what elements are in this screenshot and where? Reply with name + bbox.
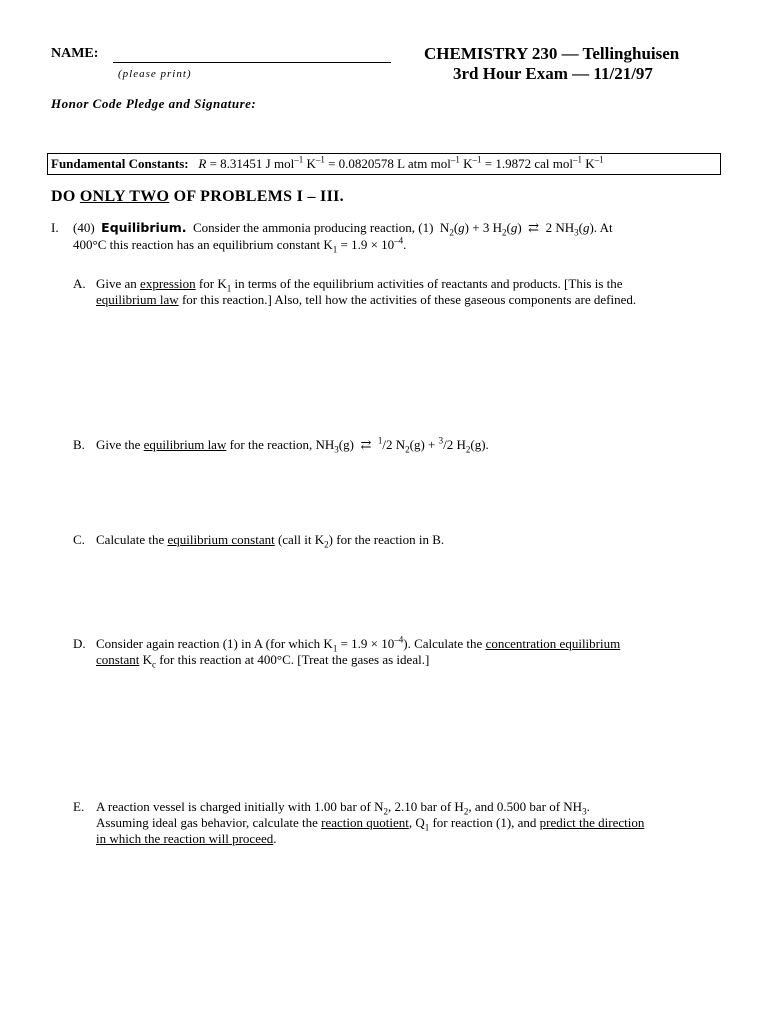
- exponent: –1: [472, 154, 482, 165]
- exponent: –4: [394, 235, 404, 246]
- part-e-line-3: [96, 831, 277, 847]
- reaction-species: 2 NH: [545, 220, 575, 235]
- equilibrium-arrow: ⇄: [528, 220, 540, 235]
- part-text: , and 0.500 bar of NH: [468, 799, 583, 814]
- equilibrium-arrow: ⇄: [360, 437, 372, 452]
- name-label: NAME:: [51, 46, 99, 61]
- heading-text: OF PROBLEMS I – III.: [169, 188, 344, 205]
- reaction-species: N: [439, 220, 450, 235]
- part-c-line: Calculate the equilibrium constant (call it $K_2$) for the reaction in B.: [96, 532, 445, 550]
- part-text: Consider again reaction (1) in A (for which K: [96, 636, 333, 651]
- part-text: for this reaction at 400°C. [Treat the gases as ideal.]: [155, 652, 430, 667]
- kelvin-unit: K: [459, 156, 473, 171]
- part-text: Give an: [96, 276, 141, 291]
- problem-number: I.: [51, 220, 59, 235]
- part-d-line-1: Consider again reaction (1) in A (for which $K_1 = 1.9 \times 10^{-4}$). Calculate the concentration equilibrium: [96, 634, 621, 654]
- part-e-line-1: A reaction vessel is charged initially with 1.00 bar of $N_2$, 2.10 bar of $H_2$, and 0.500 bar of $NH_3$.: [96, 799, 590, 817]
- part-d-line-2: [96, 652, 429, 668]
- part-text: K: [139, 652, 152, 667]
- subscript: c: [151, 659, 156, 670]
- problem-intro-line: (40) Equilibrium. Consider the ammonia producing reaction, (1) $N_2(g) + 3$ $H_2(g)$ ⇄ 2 $NH_3(g)$. At: [73, 220, 613, 238]
- part-text: , Q: [408, 815, 425, 830]
- exponent: –4: [394, 634, 404, 645]
- part-a-line-2: [96, 292, 636, 308]
- problem-intro-line-2: 400°C this reaction has an equilibrium constant $K_1 = 1.9 \times 10^{-4}$.: [73, 235, 407, 255]
- fraction-denominator: /2: [382, 437, 393, 452]
- phase-label: g: [458, 220, 465, 235]
- part-emphasis: equilibrium constant: [167, 532, 275, 547]
- part-text: (g).: [470, 437, 489, 452]
- heading-text: DO: [51, 188, 80, 205]
- kelvin-unit: K: [581, 156, 595, 171]
- part-text: ) for the reaction in B.: [328, 532, 445, 547]
- part-text: (g): [338, 437, 354, 452]
- part-text: A reaction vessel is charged initially with 1.00 bar of N: [96, 799, 384, 814]
- part-emphasis: equilibrium law: [143, 437, 227, 452]
- phase-label: g: [510, 220, 518, 235]
- instructions-heading: [51, 188, 344, 206]
- course-title: CHEMISTRY 230 — Tellinghuisen: [424, 44, 680, 63]
- part-emphasis: constant: [96, 652, 140, 667]
- part-emphasis: reaction quotient: [321, 815, 409, 830]
- part-text: = 1.9 × 10: [337, 636, 395, 651]
- exponent: –1: [315, 154, 325, 165]
- honor-code-label: Honor Code Pledge and Signature:: [51, 96, 257, 111]
- please-print-note: (please print): [118, 68, 192, 80]
- problem-title: Equilibrium.: [101, 220, 187, 235]
- part-emphasis: expression: [140, 276, 196, 291]
- gas-constant-symbol: R: [198, 156, 207, 171]
- problem-intro: Consider the ammonia producing reaction, (1): [192, 220, 434, 235]
- part-text: for reaction (1), and: [429, 815, 540, 830]
- part-text: (g) +: [409, 437, 439, 452]
- part-text: N: [392, 437, 406, 452]
- constants-label: Fundamental Constants:: [51, 156, 189, 171]
- part-a-letter: A.: [73, 276, 86, 291]
- part-emphasis: in which the reaction will proceed: [96, 831, 274, 846]
- part-text: Calculate the: [96, 532, 168, 547]
- problem-text: = 1.9 × 10: [337, 237, 395, 252]
- fraction-numerator: 3: [438, 435, 444, 446]
- heading-emphasis: ONLY TWO: [79, 188, 170, 205]
- reaction-tail: . At: [593, 220, 613, 235]
- part-text: Give the: [96, 437, 144, 452]
- problem-text: 400°C this reaction has an equilibrium constant K: [73, 237, 333, 252]
- part-text: for K: [195, 276, 227, 291]
- part-e-line-2: Assuming ideal gas behavior, calculate the reaction quotient, $Q_1$ for reaction (1), and predict the direction: [96, 815, 645, 833]
- part-b-letter: B.: [73, 437, 85, 452]
- part-text: for this reaction.] Also, tell how the activities of these gaseous components are defined.: [178, 292, 637, 307]
- phase-label: g: [582, 220, 590, 235]
- part-a-line-1: Give an expression for $K_1$ in terms of the equilibrium activities of reactants and products. [This is the: [96, 276, 623, 294]
- part-text: (call it K: [274, 532, 325, 547]
- part-emphasis: concentration equilibrium: [485, 636, 621, 651]
- exponent: –1: [594, 154, 604, 165]
- part-text: for the reaction, NH: [226, 437, 335, 452]
- reaction-species: + 3 H: [472, 220, 502, 235]
- fundamental-constants-box: [47, 153, 721, 175]
- part-text: , 2.10 bar of H: [388, 799, 464, 814]
- name-field-line[interactable]: [113, 62, 391, 63]
- part-emphasis: predict the direction: [539, 815, 645, 830]
- part-c-letter: C.: [73, 532, 85, 547]
- exponent: –1: [294, 154, 304, 165]
- fraction-numerator: 1: [377, 435, 383, 446]
- constant-value: = 8.31451 J mol: [206, 156, 295, 171]
- constant-value: = 0.0820578 L atm mol: [324, 156, 451, 171]
- part-text: in terms of the equilibrium activities of reactants and products. [This is the: [231, 276, 623, 291]
- part-e-letter: E.: [73, 799, 85, 814]
- part-d-letter: D.: [73, 636, 86, 651]
- exponent: –1: [450, 154, 460, 165]
- constant-value: = 1.9872 cal mol: [481, 156, 573, 171]
- part-text: .: [273, 831, 277, 846]
- exam-title: 3rd Hour Exam — 11/21/97: [453, 64, 653, 83]
- problem-points: (40): [73, 220, 95, 235]
- part-b-line: Give the equilibrium law for the reaction, $NH_3(g)$ ⇄ $^1$/2 $N_2(g) + ^3/2$ $H_2(g)$.: [96, 435, 489, 455]
- part-text: H: [453, 437, 466, 452]
- exponent: –1: [572, 154, 582, 165]
- kelvin-unit: K: [303, 156, 316, 171]
- fraction-denominator: /2: [443, 437, 454, 452]
- part-text: ). Calculate the: [403, 636, 486, 651]
- part-text: Assuming ideal gas behavior, calculate the: [96, 815, 322, 830]
- part-emphasis: equilibrium law: [96, 292, 179, 307]
